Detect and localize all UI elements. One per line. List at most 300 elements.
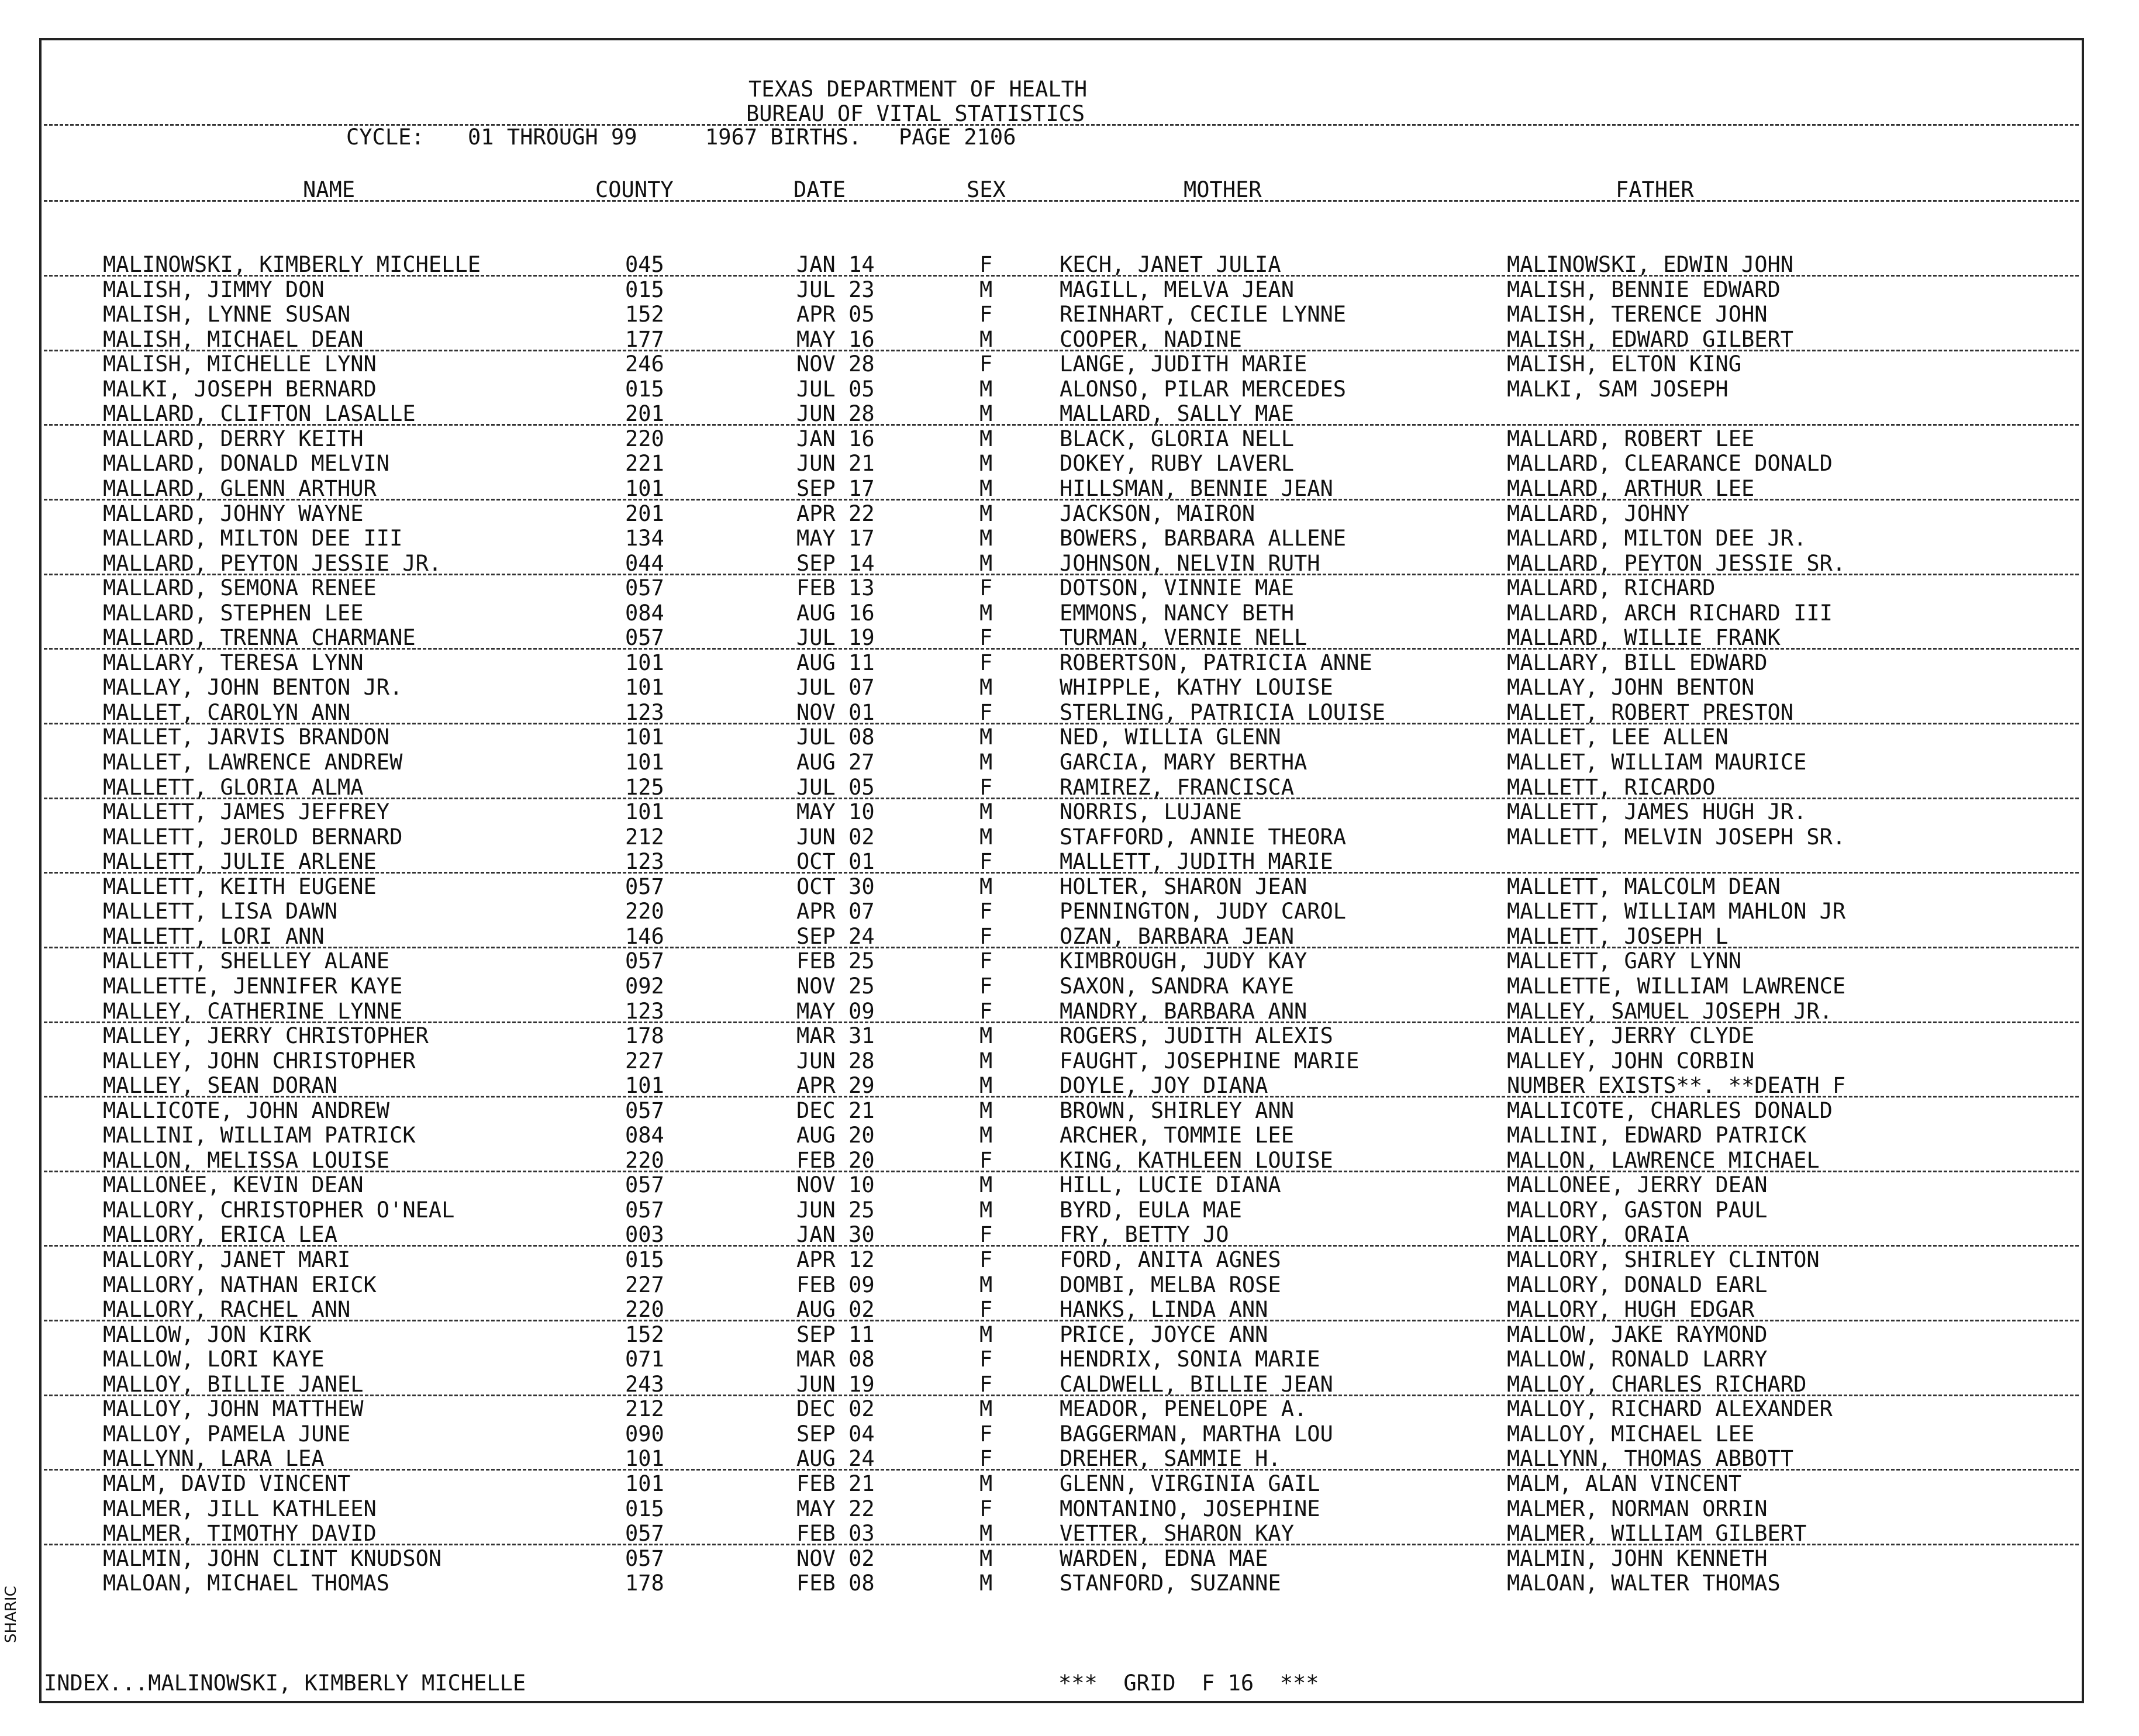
table-row: [0, 675, 2139, 700]
cell-mother: EMMONS, NANCY BETH: [1060, 600, 1294, 626]
row-group-rule: [44, 872, 2079, 874]
cycle-range: 01 THROUGH 99: [468, 125, 637, 150]
cell-father: MALLEY, JOHN CORBIN: [1507, 1048, 1755, 1074]
cell-mother: PRICE, JOYCE ANN: [1060, 1321, 1268, 1347]
table-row: [0, 1397, 2139, 1421]
cell-sex: F: [979, 252, 993, 277]
table-row: [0, 999, 2139, 1024]
cell-mother: ALONSO, PILAR MERCEDES: [1060, 376, 1347, 402]
cell-mother: FRY, BETTY JO: [1060, 1222, 1229, 1248]
table-row: [0, 775, 2139, 800]
table-row: [0, 1173, 2139, 1197]
cell-name: MALLARD, JOHNY WAYNE: [103, 501, 364, 526]
table-row: [0, 1497, 2139, 1521]
cell-name: MALMIN, JOHN CLINT KNUDSON: [103, 1545, 442, 1571]
cell-sex: M: [979, 1073, 993, 1099]
cell-mother: KING, KATHLEEN LOUISE: [1060, 1147, 1333, 1173]
cell-date: FEB 08: [796, 1571, 875, 1596]
table-row: [0, 502, 2139, 526]
table-row: [0, 1422, 2139, 1447]
cell-sex: M: [979, 1545, 993, 1571]
cell-name: MALLOY, PAMELA JUNE: [103, 1421, 351, 1447]
cell-sex: M: [979, 376, 993, 402]
cell-father: MALINOWSKI, EDWIN JOHN: [1507, 252, 1794, 277]
cell-county: 015: [625, 277, 664, 302]
cell-county: 123: [625, 849, 664, 875]
cell-county: 090: [625, 1421, 664, 1447]
cell-name: MALMER, JILL KATHLEEN: [103, 1496, 377, 1521]
cell-date: JAN 16: [796, 426, 875, 451]
cell-date: SEP 24: [796, 923, 875, 949]
cell-father: NUMBER EXISTS**. **DEATH F: [1507, 1073, 1846, 1099]
table-row: [0, 427, 2139, 451]
table-row: [0, 551, 2139, 576]
cell-sex: M: [979, 824, 993, 850]
cell-county: 123: [625, 699, 664, 725]
cell-mother: FORD, ANITA AGNES: [1060, 1247, 1281, 1272]
cell-date: AUG 02: [796, 1297, 875, 1323]
cell-date: NOV 01: [796, 699, 875, 725]
cell-name: MALLORY, ERICA LEA: [103, 1222, 337, 1248]
cell-county: 057: [625, 1197, 664, 1223]
cell-father: MALLICOTE, CHARLES DONALD: [1507, 1097, 1833, 1123]
cell-mother: DOTSON, VINNIE MAE: [1060, 575, 1294, 601]
cell-date: FEB 25: [796, 948, 875, 974]
cell-mother: TURMAN, VERNIE NELL: [1060, 625, 1307, 651]
table-row: [0, 1024, 2139, 1048]
cell-father: MALLETT, RICARDO: [1507, 774, 1716, 800]
cell-sex: M: [979, 1023, 993, 1049]
cell-name: MALLOW, JON KIRK: [103, 1321, 312, 1347]
cell-father: MALMIN, JOHN KENNETH: [1507, 1545, 1768, 1571]
cell-mother: PENNINGTON, JUDY CAROL: [1060, 899, 1347, 924]
cell-mother: ARCHER, TOMMIE LEE: [1060, 1123, 1294, 1148]
cell-mother: COOPER, NADINE: [1060, 326, 1242, 352]
footer-grid: *** GRID F 16 ***: [1058, 1671, 1319, 1696]
cell-sex: F: [979, 1371, 993, 1397]
cell-county: 152: [625, 302, 664, 327]
cell-name: MALLORY, RACHEL ANN: [103, 1297, 351, 1323]
cell-county: 057: [625, 948, 664, 974]
cell-county: 092: [625, 973, 664, 999]
cell-date: JAN 14: [796, 252, 875, 277]
cell-father: MALLOW, JAKE RAYMOND: [1507, 1321, 1768, 1347]
table-row: [0, 750, 2139, 775]
cell-father: MALLETT, WILLIAM MAHLON JR: [1507, 899, 1846, 924]
cell-name: MALISH, MICHAEL DEAN: [103, 326, 364, 352]
cell-mother: STERLING, PATRICIA LOUISE: [1060, 699, 1385, 725]
cell-sex: M: [979, 1172, 993, 1198]
cell-mother: MONTANINO, JOSEPHINE: [1060, 1496, 1320, 1521]
cell-father: MALMER, NORMAN ORRIN: [1507, 1496, 1768, 1521]
cell-date: JUL 08: [796, 724, 875, 750]
cell-mother: RAMIREZ, FRANCISCA: [1060, 774, 1294, 800]
cell-date: SEP 14: [796, 550, 875, 576]
cell-father: MALLYNN, THOMAS ABBOTT: [1507, 1446, 1794, 1472]
cell-date: SEP 11: [796, 1321, 875, 1347]
cell-county: 246: [625, 351, 664, 377]
side-label: SHARIC: [2, 1586, 20, 1643]
cell-date: DEC 21: [796, 1097, 875, 1123]
cell-name: MALLINI, WILLIAM PATRICK: [103, 1123, 416, 1148]
cell-mother: ROBERTSON, PATRICIA ANNE: [1060, 650, 1372, 675]
cell-name: MALLEY, CATHERINE LYNNE: [103, 998, 403, 1024]
cell-date: JUL 05: [796, 774, 875, 800]
cell-county: 221: [625, 451, 664, 477]
cell-name: MALLARD, GLENN ARTHUR: [103, 475, 377, 501]
cell-date: JAN 30: [796, 1222, 875, 1248]
cell-father: MALLETT, GARY LYNN: [1507, 948, 1741, 974]
table-row: [0, 352, 2139, 377]
cell-father: MALLETT, MELVIN JOSEPH SR.: [1507, 824, 1846, 850]
cell-name: MALLETTE, JENNIFER KAYE: [103, 973, 403, 999]
cell-father: MALLEY, SAMUEL JOSEPH JR.: [1507, 998, 1833, 1024]
cell-county: 227: [625, 1048, 664, 1074]
cell-date: NOV 10: [796, 1172, 875, 1198]
cell-sex: M: [979, 1272, 993, 1297]
cell-date: JUL 19: [796, 625, 875, 651]
table-row: [0, 1297, 2139, 1322]
cell-date: NOV 02: [796, 1545, 875, 1571]
row-group-rule: [44, 947, 2079, 948]
cell-county: 134: [625, 526, 664, 551]
cell-mother: BAGGERMAN, MARTHA LOU: [1060, 1421, 1333, 1447]
cell-name: MALLETT, JAMES JEFFREY: [103, 799, 390, 825]
cell-name: MALINOWSKI, KIMBERLY MICHELLE: [103, 252, 481, 277]
cell-county: 227: [625, 1272, 664, 1297]
cell-mother: HILL, LUCIE DIANA: [1060, 1172, 1281, 1198]
cell-mother: GARCIA, MARY BERTHA: [1060, 750, 1307, 775]
cell-mother: DREHER, SAMMIE H.: [1060, 1446, 1281, 1472]
table-row: [0, 1447, 2139, 1471]
table-row: [0, 302, 2139, 327]
cell-sex: F: [979, 899, 993, 924]
cell-father: MALLARD, RICHARD: [1507, 575, 1716, 601]
cell-sex: M: [979, 600, 993, 626]
cell-sex: F: [979, 774, 993, 800]
cell-father: MALLAY, JOHN BENTON: [1507, 675, 1755, 700]
cell-mother: ROGERS, JUDITH ALEXIS: [1060, 1023, 1333, 1049]
cell-mother: SAXON, SANDRA KAYE: [1060, 973, 1294, 999]
cell-name: MALLEY, JOHN CHRISTOPHER: [103, 1048, 416, 1074]
cell-name: MALLEY, SEAN DORAN: [103, 1073, 337, 1099]
cell-date: AUG 16: [796, 600, 875, 626]
cell-sex: M: [979, 1321, 993, 1347]
cell-father: MALISH, BENNIE EDWARD: [1507, 277, 1781, 302]
cell-name: MALLETT, LISA DAWN: [103, 899, 337, 924]
table-row: [0, 601, 2139, 626]
cell-mother: BOWERS, BARBARA ALLENE: [1060, 526, 1347, 551]
cell-name: MALLET, CAROLYN ANN: [103, 699, 351, 725]
cell-county: 101: [625, 1471, 664, 1496]
cell-father: MALLET, ROBERT PRESTON: [1507, 699, 1794, 725]
cell-name: MALISH, JIMMY DON: [103, 277, 325, 302]
cell-county: 057: [625, 575, 664, 601]
cell-county: 212: [625, 1396, 664, 1422]
cell-date: OCT 01: [796, 849, 875, 875]
cell-sex: M: [979, 1521, 993, 1547]
cell-date: AUG 24: [796, 1446, 875, 1472]
cell-county: 015: [625, 376, 664, 402]
cell-sex: F: [979, 1446, 993, 1472]
cell-mother: BROWN, SHIRLEY ANN: [1060, 1097, 1294, 1123]
table-row: [0, 1223, 2139, 1247]
cell-date: FEB 09: [796, 1272, 875, 1297]
cell-sex: M: [979, 1197, 993, 1223]
cell-mother: NORRIS, LUJANE: [1060, 799, 1242, 825]
cell-mother: STANFORD, SUZANNE: [1060, 1571, 1281, 1596]
cell-sex: F: [979, 699, 993, 725]
row-group-rule: [44, 1544, 2079, 1545]
cell-date: MAY 22: [796, 1496, 875, 1521]
cell-county: 220: [625, 1297, 664, 1323]
header-line-1: TEXAS DEPARTMENT OF HEALTH: [748, 77, 1088, 102]
cell-father: MALMER, WILLIAM GILBERT: [1507, 1521, 1807, 1547]
cell-name: MALLET, LAWRENCE ANDREW: [103, 750, 403, 775]
cell-date: JUL 07: [796, 675, 875, 700]
cell-father: MALLEY, JERRY CLYDE: [1507, 1023, 1755, 1049]
row-group-rule: [44, 350, 2079, 351]
cell-father: MALISH, EDWARD GILBERT: [1507, 326, 1794, 352]
cell-father: MALLARD, ROBERT LEE: [1507, 426, 1755, 451]
cell-date: JUL 05: [796, 376, 875, 402]
cycle-label: CYCLE:: [346, 125, 425, 150]
cell-father: MALLARD, ARTHUR LEE: [1507, 475, 1755, 501]
cell-name: MALLARD, MILTON DEE III: [103, 526, 403, 551]
cell-name: MALLARD, DERRY KEITH: [103, 426, 364, 451]
cell-county: 101: [625, 1446, 664, 1472]
page-number: PAGE 2106: [899, 125, 1016, 150]
cell-county: 101: [625, 475, 664, 501]
cell-date: SEP 17: [796, 475, 875, 501]
table-row: [0, 1148, 2139, 1173]
cell-date: JUN 21: [796, 451, 875, 477]
table-row: [0, 327, 2139, 352]
cell-county: 101: [625, 675, 664, 700]
row-group-rule: [44, 723, 2079, 724]
cell-county: 044: [625, 550, 664, 576]
cell-sex: M: [979, 1571, 993, 1596]
table-row: [0, 899, 2139, 924]
cell-date: FEB 21: [796, 1471, 875, 1496]
cell-sex: M: [979, 1097, 993, 1123]
cell-mother: WARDEN, EDNA MAE: [1060, 1545, 1268, 1571]
table-row: [0, 1347, 2139, 1372]
row-group-rule: [44, 499, 2079, 501]
cell-sex: F: [979, 1147, 993, 1173]
cell-sex: M: [979, 675, 993, 700]
cell-father: MALLOW, RONALD LARRY: [1507, 1347, 1768, 1372]
col-header-mother: MOTHER: [1184, 177, 1262, 202]
cell-father: MALLORY, DONALD EARL: [1507, 1272, 1768, 1297]
cell-sex: F: [979, 1222, 993, 1248]
table-row: [0, 1099, 2139, 1123]
cell-sex: F: [979, 849, 993, 875]
cell-county: 212: [625, 824, 664, 850]
cell-father: MALLONEE, JERRY DEAN: [1507, 1172, 1768, 1198]
cell-sex: M: [979, 451, 993, 477]
cell-sex: M: [979, 724, 993, 750]
cell-name: MALLETT, KEITH EUGENE: [103, 874, 377, 899]
cell-sex: M: [979, 1123, 993, 1148]
cell-name: MALLAY, JOHN BENTON JR.: [103, 675, 403, 700]
cell-father: MALLARD, MILTON DEE JR.: [1507, 526, 1807, 551]
table-row: [0, 700, 2139, 725]
cell-date: SEP 04: [796, 1421, 875, 1447]
cell-date: JUN 19: [796, 1371, 875, 1397]
cell-mother: HOLTER, SHARON JEAN: [1060, 874, 1307, 899]
table-row: [0, 1273, 2139, 1297]
cell-date: AUG 27: [796, 750, 875, 775]
cell-sex: M: [979, 426, 993, 451]
table-row: [0, 451, 2139, 476]
cell-sex: M: [979, 750, 993, 775]
cell-name: MALLARD, PEYTON JESSIE JR.: [103, 550, 442, 576]
cell-county: 057: [625, 874, 664, 899]
cell-name: MALLETT, JEROLD BERNARD: [103, 824, 403, 850]
cell-mother: OZAN, BARBARA JEAN: [1060, 923, 1294, 949]
cell-sex: M: [979, 1471, 993, 1496]
table-row: [0, 850, 2139, 874]
cell-sex: M: [979, 550, 993, 576]
cell-mother: JOHNSON, NELVIN RUTH: [1060, 550, 1320, 576]
cell-father: MALLETTE, WILLIAM LAWRENCE: [1507, 973, 1846, 999]
table-row: [0, 402, 2139, 426]
cell-father: MALLORY, HUGH EDGAR: [1507, 1297, 1755, 1323]
table-row: [0, 1198, 2139, 1223]
cell-county: 003: [625, 1222, 664, 1248]
cell-mother: HANKS, LINDA ANN: [1060, 1297, 1268, 1323]
cell-county: 178: [625, 1023, 664, 1049]
cell-mother: MALLARD, SALLY MAE: [1060, 401, 1294, 427]
cell-date: APR 07: [796, 899, 875, 924]
cell-date: JUN 02: [796, 824, 875, 850]
table-row: [0, 949, 2139, 974]
col-header-date: DATE: [794, 177, 846, 202]
cell-father: MALLET, WILLIAM MAURICE: [1507, 750, 1807, 775]
cell-county: 015: [625, 1247, 664, 1272]
cell-county: 057: [625, 1545, 664, 1571]
cell-sex: F: [979, 998, 993, 1024]
cell-date: FEB 03: [796, 1521, 875, 1547]
cell-father: MALLORY, ORAIA: [1507, 1222, 1689, 1248]
cell-mother: NED, WILLIA GLENN: [1060, 724, 1281, 750]
cell-date: MAR 08: [796, 1347, 875, 1372]
cell-sex: F: [979, 948, 993, 974]
cell-county: 146: [625, 923, 664, 949]
cell-father: MALLARD, CLEARANCE DONALD: [1507, 451, 1833, 477]
cell-name: MALLETT, JULIE ARLENE: [103, 849, 377, 875]
col-header-name: NAME: [303, 177, 356, 202]
cell-father: MALLETT, JAMES HUGH JR.: [1507, 799, 1807, 825]
cell-name: MALISH, MICHELLE LYNN: [103, 351, 377, 377]
cell-mother: BYRD, EULA MAE: [1060, 1197, 1242, 1223]
row-group-rule: [44, 1395, 2079, 1396]
cell-mother: STAFFORD, ANNIE THEORA: [1060, 824, 1347, 850]
cell-name: MALLARD, CLIFTON LASALLE: [103, 401, 416, 427]
cell-mother: MALLETT, JUDITH MARIE: [1060, 849, 1333, 875]
cell-county: 084: [625, 600, 664, 626]
cell-county: 057: [625, 1521, 664, 1547]
cell-date: OCT 30: [796, 874, 875, 899]
cell-name: MALLARD, DONALD MELVIN: [103, 451, 390, 477]
cell-mother: DOMBI, MELBA ROSE: [1060, 1272, 1281, 1297]
cell-name: MALISH, LYNNE SUSAN: [103, 302, 351, 327]
cell-name: MALLETT, GLORIA ALMA: [103, 774, 364, 800]
cell-father: MALLOY, CHARLES RICHARD: [1507, 1371, 1807, 1397]
cell-date: APR 29: [796, 1073, 875, 1099]
col-header-sex: SEX: [967, 177, 1006, 202]
cell-mother: CALDWELL, BILLIE JEAN: [1060, 1371, 1333, 1397]
cell-name: MALMER, TIMOTHY DAVID: [103, 1521, 377, 1547]
cell-name: MALLICOTE, JOHN ANDREW: [103, 1097, 390, 1123]
cell-father: MALLARD, JOHNY: [1507, 501, 1689, 526]
cell-father: MALOAN, WALTER THOMAS: [1507, 1571, 1781, 1596]
table-row: [0, 1323, 2139, 1347]
cell-county: 123: [625, 998, 664, 1024]
cell-name: MALLET, JARVIS BRANDON: [103, 724, 390, 750]
cell-county: 243: [625, 1371, 664, 1397]
cell-name: MALLORY, JANET MARI: [103, 1247, 351, 1272]
table-row: [0, 1372, 2139, 1397]
table-row: [0, 651, 2139, 675]
cell-date: APR 22: [796, 501, 875, 526]
table-row: [0, 253, 2139, 277]
cell-father: MALLETT, MALCOLM DEAN: [1507, 874, 1781, 899]
cell-father: MALLARD, PEYTON JESSIE SR.: [1507, 550, 1846, 576]
cell-county: 101: [625, 1073, 664, 1099]
cell-name: MALLOY, JOHN MATTHEW: [103, 1396, 364, 1422]
cell-sex: F: [979, 1297, 993, 1323]
cell-county: 101: [625, 650, 664, 675]
cell-county: 101: [625, 750, 664, 775]
cell-county: 045: [625, 252, 664, 277]
cell-name: MALLARD, STEPHEN LEE: [103, 600, 364, 626]
cell-mother: DOYLE, JOY DIANA: [1060, 1073, 1268, 1099]
cell-county: 201: [625, 401, 664, 427]
table-row: [0, 626, 2139, 650]
year-births: 1967 BIRTHS.: [705, 125, 862, 150]
cell-date: JUN 28: [796, 401, 875, 427]
cell-date: AUG 20: [796, 1123, 875, 1148]
row-group-rule: [44, 1096, 2079, 1097]
cell-father: MALISH, TERENCE JOHN: [1507, 302, 1768, 327]
cell-sex: F: [979, 1247, 993, 1272]
table-row: [0, 825, 2139, 850]
cell-sex: F: [979, 351, 993, 377]
cell-mother: WHIPPLE, KATHY LOUISE: [1060, 675, 1333, 700]
cell-name: MALLEY, JERRY CHRISTOPHER: [103, 1023, 429, 1049]
cell-sex: F: [979, 575, 993, 601]
row-group-rule: [44, 424, 2079, 426]
cell-father: MALLORY, GASTON PAUL: [1507, 1197, 1768, 1223]
table-row: [0, 576, 2139, 600]
cell-mother: REINHART, CECILE LYNNE: [1060, 302, 1347, 327]
table-row: [0, 278, 2139, 302]
cell-county: 220: [625, 1147, 664, 1173]
cell-mother: GLENN, VIRGINIA GAIL: [1060, 1471, 1320, 1496]
cell-mother: BLACK, GLORIA NELL: [1060, 426, 1294, 451]
cell-county: 101: [625, 724, 664, 750]
cell-sex: M: [979, 799, 993, 825]
cell-county: 057: [625, 1097, 664, 1123]
row-group-rule: [44, 574, 2079, 575]
cell-name: MALLETT, SHELLEY ALANE: [103, 948, 390, 974]
table-row: [0, 1547, 2139, 1571]
cell-mother: HENDRIX, SONIA MARIE: [1060, 1347, 1320, 1372]
cell-father: MALLINI, EDWARD PATRICK: [1507, 1123, 1807, 1148]
cell-name: MALLON, MELISSA LOUISE: [103, 1147, 390, 1173]
